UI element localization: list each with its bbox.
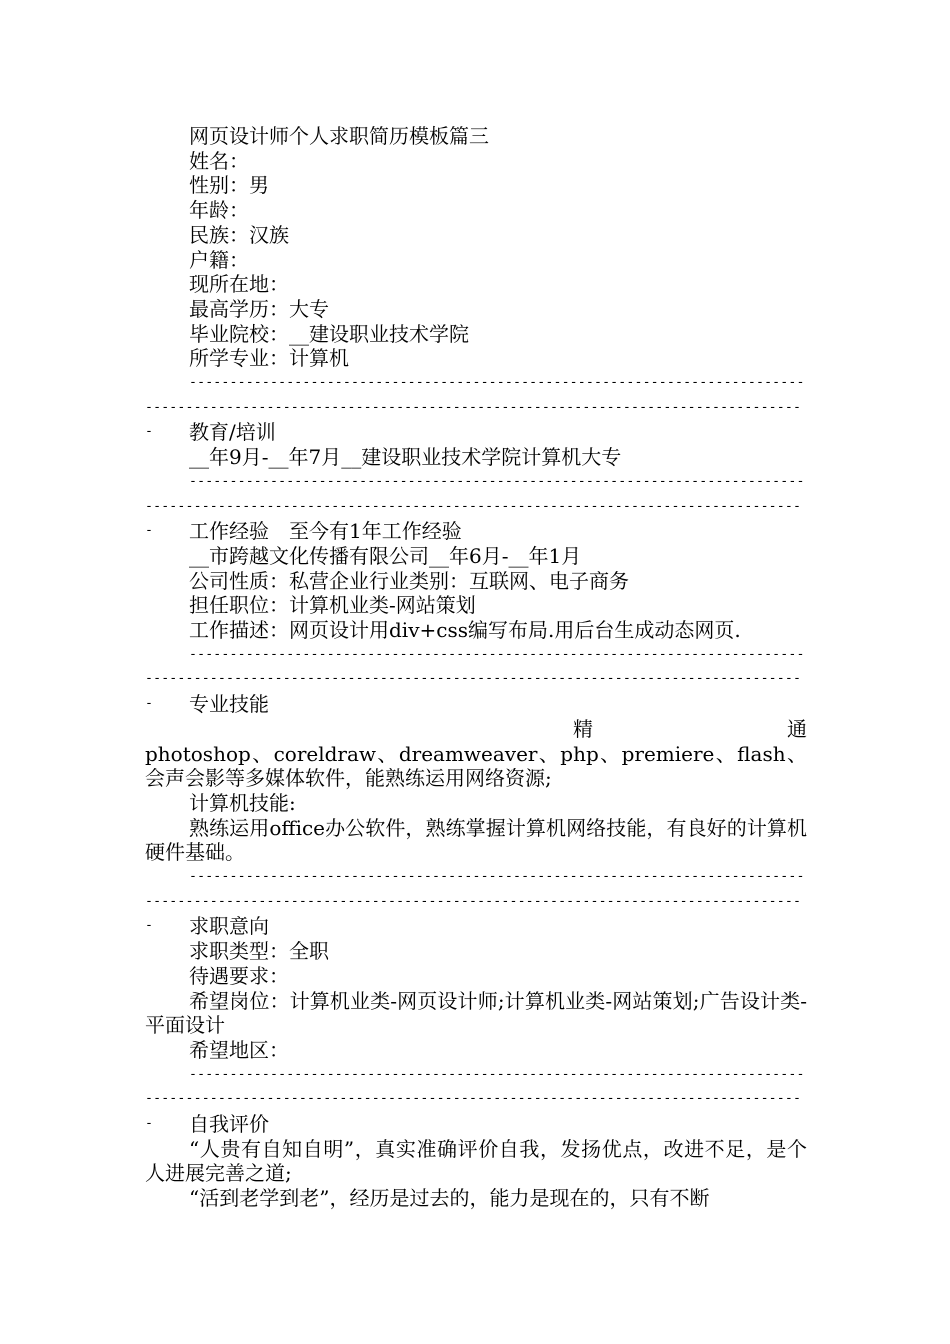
resume-document [145,124,807,1211]
info-school: 毕业院校：__建设职业技术学院 [189,321,469,346]
intent-positions: 希望岗位：计算机业类-网页设计师;计算机业类-网站策划;广告设计类-平面设计 [145,988,807,1038]
section-heading-self-eval: 自我评价 [189,1112,269,1137]
info-age: 年龄： [189,198,249,223]
section-heading-skills: 专业技能 [189,692,269,717]
separator-line: -------------------------------------------------------------------------------------------------------------------------------------------------------------- [145,1066,805,1132]
computer-skills-heading: 计算机技能: [189,790,296,815]
info-gender: 性别：男 [189,173,269,198]
self-eval-paragraph-2: “活到老学到老”，经历是过去的，能力是现在的，只有不断 [189,1186,710,1211]
separator-line: -------------------------------------------------------------------------------------------------------------------------------------------------------------- [145,473,805,539]
education-entry: __年9月-__年7月__建设职业技术学院计算机大专 [189,445,622,470]
info-name: 姓名： [189,148,249,173]
intent-type: 求职类型：全职 [189,939,329,964]
info-education-level: 最高学历：大专 [189,296,329,321]
section-heading-intent: 求职意向 [189,914,269,939]
info-ethnicity: 民族：汉族 [189,222,289,247]
info-location: 现所在地： [189,272,289,297]
intent-region: 希望地区： [189,1037,289,1062]
info-household: 户籍： [189,247,249,272]
computer-skills-body: 熟练运用office办公软件，熟练掌握计算机网络技能，有良好的计算机硬件基础。 [145,815,807,865]
separator-line: -------------------------------------------------------------------------------------------------------------------------------------------------------------- [145,646,805,712]
work-position: 担任职位：计算机业类-网站策划 [189,593,476,618]
document-title: 网页设计师个人求职简历模板篇三 [189,124,489,148]
self-eval-paragraph-1: “人贵有自知自明”，真实准确评价自我，发扬优点，改进不足，是个人进展完善之道; [145,1136,807,1186]
work-description: 工作描述：网页设计用div+css编写布局.用后台生成动态网页. [189,618,741,643]
intent-salary: 待遇要求： [189,963,289,988]
section-heading-work: 工作经验 至今有1年工作经验 [189,519,462,544]
work-nature: 公司性质：私营企业行业类别：互联网、电子商务 [189,568,629,593]
skills-lead-line [145,717,807,742]
skills-body: photoshop、coreldraw、dreamweaver、php、premiere、flash、会声会影等多媒体软件，能熟练运用网络资源; [145,741,807,791]
separator-line: -------------------------------------------------------------------------------------------------------------------------------------------------------------- [145,869,805,934]
info-major: 所学专业：计算机 [189,346,349,371]
section-heading-education: 教育/培训 [189,420,276,445]
work-company: __市跨越文化传播有限公司__年6月-__年1月 [189,543,582,568]
separator-line: -------------------------------------------------------------------------------------------------------------------------------------------------------------- [145,375,805,440]
skills-lead-word-1: 精 [573,716,687,741]
skills-lead-word-2: 通 [787,716,808,741]
